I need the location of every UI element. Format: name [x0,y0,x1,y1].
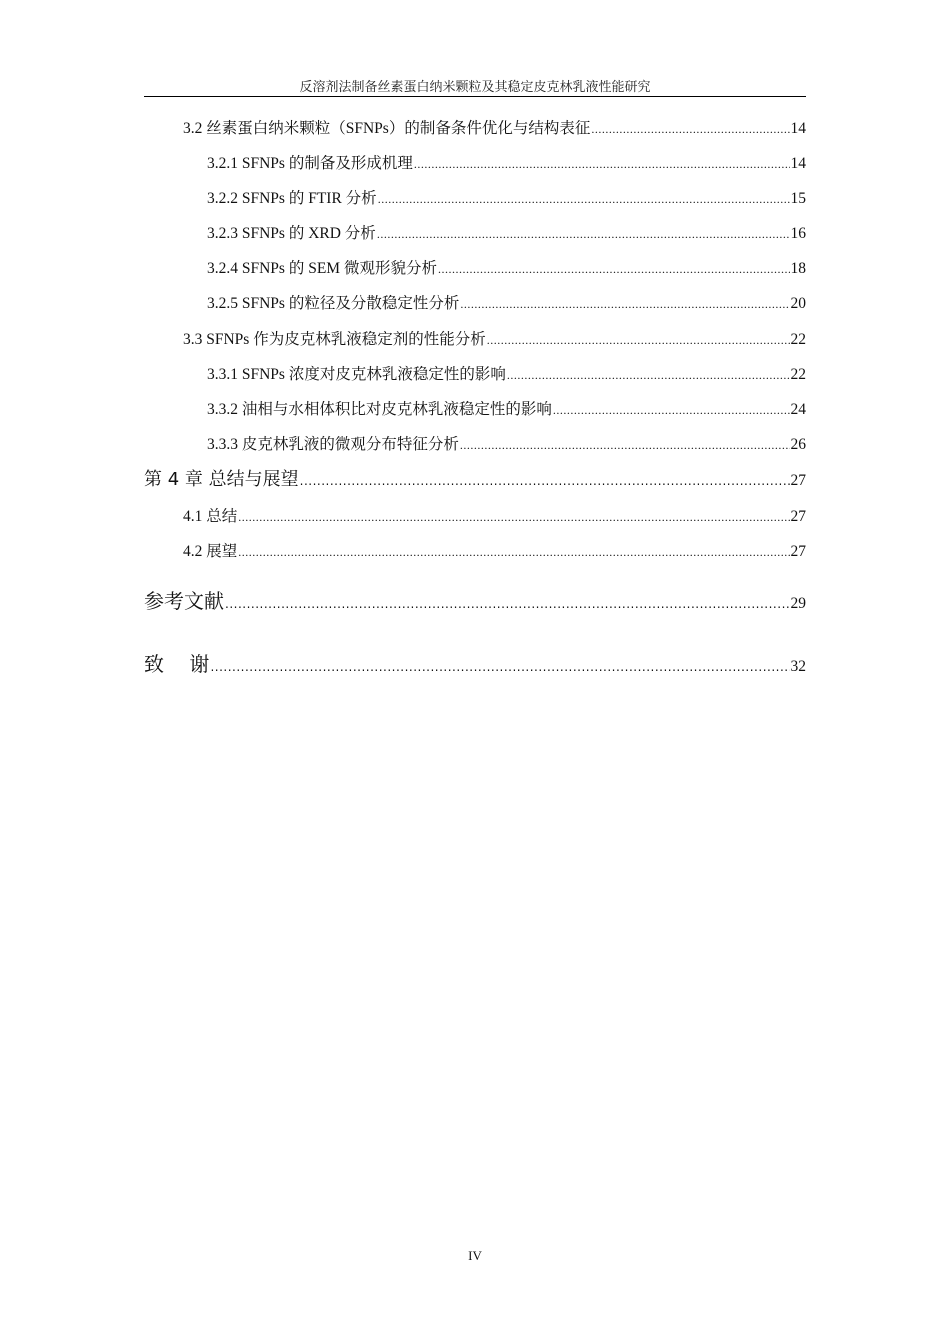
toc-entry-page: 20 [790,295,806,312]
toc-entry-3-2[interactable] [183,119,806,139]
toc-entry-3-2-3[interactable] [207,224,806,244]
toc-entry-label: 3.2.3 SFNPs 的 XRD 分析 [207,225,376,242]
dot-leader [438,259,790,279]
toc-entry-page: 27 [790,508,806,525]
toc-entry-page: 26 [790,436,806,453]
running-header: 反溶剂法制备丝素蛋白纳米颗粒及其稳定皮克林乳液性能研究 [299,79,651,94]
dot-leader [225,591,790,617]
toc-entry-4-1[interactable] [183,507,806,527]
toc-entry-page: 18 [790,260,806,277]
toc-entry-label: 3.3.2 油相与水相体积比对皮克林乳液稳定性的影响 [207,401,552,418]
toc-entry-3-2-5[interactable] [207,294,806,314]
dot-leader [460,435,790,455]
header-rule [144,96,806,97]
toc-entry-label: 3.2 丝素蛋白纳米颗粒（SFNPs）的制备条件优化与结构表征 [183,120,591,137]
toc-entry-label: 参考文献 [144,589,224,613]
toc-entry-page: 29 [790,595,806,612]
toc-entry-label: 3.3.3 皮克林乳液的微观分布特征分析 [207,436,459,453]
dot-leader [378,189,790,209]
toc-entry-label: 4.1 总结 [183,508,238,525]
toc-entry-page: 14 [790,155,806,172]
dot-leader [507,365,790,385]
dot-leader [238,507,789,527]
toc-entry-label: 3.2.2 SFNPs 的 FTIR 分析 [207,190,377,207]
dot-leader [377,224,790,244]
toc-entry-page: 27 [790,472,806,489]
dot-leader [414,154,790,174]
toc-entry-3-3-3[interactable] [207,435,806,455]
toc-entry-page: 16 [790,225,806,242]
toc-entry-page: 14 [790,120,806,137]
toc-entry-page: 32 [790,658,806,675]
toc-entry-page: 22 [790,366,806,383]
toc-entry-label: 3.3.1 SFNPs 浓度对皮克林乳液稳定性的影响 [207,366,506,383]
toc-entry-label: 4.2 展望 [183,543,238,560]
toc-entry-3-2-4[interactable] [207,259,806,279]
toc-entry-3-3[interactable] [183,330,806,350]
toc-entry-acknowledgements[interactable] [144,651,806,680]
dot-leader [553,400,790,420]
toc-entry-label: 3.3 SFNPs 作为皮克林乳液稳定剂的性能分析 [183,331,486,348]
toc-entry-page: 27 [790,543,806,560]
dot-leader [460,294,789,314]
dot-leader [300,471,790,491]
toc-entry-references[interactable] [144,588,806,617]
dot-leader [210,654,789,680]
toc-entry-3-2-1[interactable] [207,154,806,174]
toc-entry-label: 致 谢 [144,652,210,676]
dot-leader [238,542,789,562]
page-number: IV [468,1248,482,1263]
toc-entry-label: 3.2.1 SFNPs 的制备及形成机理 [207,155,413,172]
toc-entry-page: 15 [790,190,806,207]
dot-leader [591,119,789,139]
toc-entry-page: 24 [790,401,806,418]
dot-leader [487,330,790,350]
toc-entry-label: 3.2.4 SFNPs 的 SEM 微观形貌分析 [207,260,437,277]
toc-entry-chapter-4[interactable] [144,470,806,491]
toc-entry-3-2-2[interactable] [207,189,806,209]
toc-entry-3-3-1[interactable] [207,365,806,385]
toc-entry-3-3-2[interactable] [207,400,806,420]
toc-entry-label: 第 4 章 总结与展望 [144,469,299,490]
toc-entry-page: 22 [790,331,806,348]
toc-entry-4-2[interactable] [183,542,806,562]
toc-entry-label: 3.2.5 SFNPs 的粒径及分散稳定性分析 [207,295,460,312]
